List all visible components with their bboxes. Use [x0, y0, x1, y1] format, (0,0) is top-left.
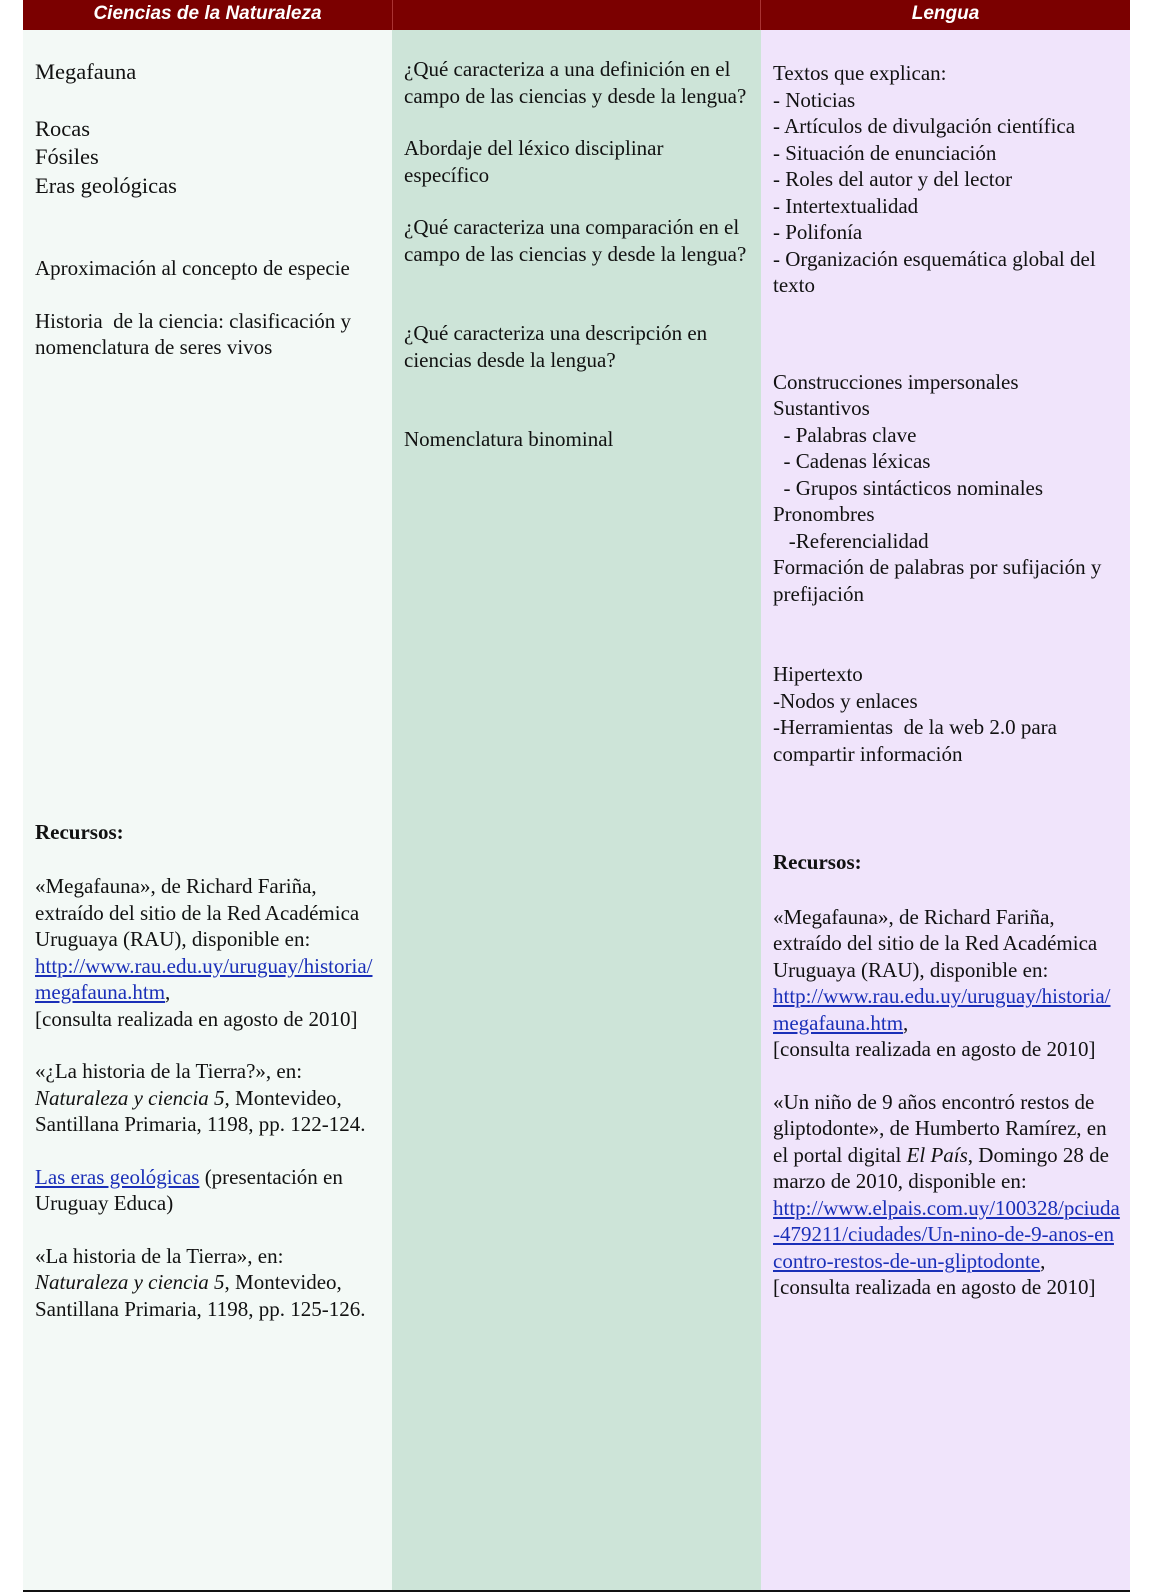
- textos-item: - Organización esquemática global del texto: [773, 246, 1096, 297]
- hiper-item: -Herramientas de la web 2.0 para compartir información: [773, 715, 1063, 766]
- gram-item: Pronombres: [773, 502, 875, 526]
- resource-text: Montevideo, Santillana Primaria, 1198, pp. 122-124.: [35, 1085, 366, 1136]
- topic-fosiles: Fósiles: [35, 144, 99, 169]
- resource-historia-tierra-2: [35, 1243, 382, 1323]
- recursos-title: Recursos:: [773, 850, 862, 874]
- punct: ,: [165, 980, 171, 1004]
- column-middle: [392, 30, 761, 1590]
- lexico-disciplinar: Abordaje del léxico disciplinar específico: [404, 136, 664, 187]
- gram-item: Formación de palabras por sufijación y prefijación: [773, 555, 1102, 606]
- hiper-item: -Nodos y enlaces: [773, 688, 918, 713]
- textos-item: - Artículos de divulgación científica: [773, 114, 1076, 138]
- header-lengua: Lengua: [911, 3, 980, 24]
- gram-item: - Cadenas léxicas: [773, 449, 931, 473]
- resource-text: «Megafauna», de Richard Fariña, extraído del sitio de la Red Académica Uruguaya (RAU), disponible en:: [35, 874, 360, 951]
- textos-item: - Polifonía: [773, 220, 863, 244]
- nomenclatura-binominal: Nomenclatura binominal: [404, 427, 614, 451]
- topic-eras: Eras geológicas: [35, 172, 177, 198]
- gram-item: Sustantivos: [773, 396, 870, 420]
- table-header: [23, 0, 1130, 30]
- resource-historia-tierra-1: [35, 1058, 382, 1138]
- question-comparacion: ¿Qué caracteriza una comparación en el campo de las ciencias y desde la lengua?: [404, 215, 747, 266]
- consulta-text: [consulta realizada en agosto de 2010]: [773, 1037, 1096, 1061]
- table-bottom-rule: [23, 1590, 1130, 1592]
- resource-gliptodonte: [773, 1089, 1122, 1301]
- textos-item: - Roles del autor y del lector: [773, 167, 1013, 191]
- resource-text: (presentación en Uruguay Educa): [35, 1164, 343, 1215]
- resource-text: «Megafauna», de Richard Fariña, extraído del sitio de la Red Académica Uruguaya (RAU), disponible en:: [773, 904, 1098, 982]
- topic-megafauna: Megafauna: [35, 59, 137, 84]
- resource-text: , Montevideo, Santillana Primaria, 1198, pp. 125-126.: [35, 1270, 366, 1321]
- document-page: [23, 0, 1130, 1592]
- gram-item: -Referencialidad: [773, 528, 929, 553]
- gram-item: - Palabras clave: [773, 422, 917, 447]
- question-descripcion: ¿Qué caracteriza una descripción en ciencias desde la lengua?: [404, 321, 708, 372]
- textos-title: Textos que explican:: [773, 61, 947, 85]
- rau-link[interactable]: http://www.rau.edu.uy/uruguay/historia/megafauna.htm: [35, 953, 373, 1004]
- textos-item: - Noticias: [773, 87, 856, 112]
- resource-megafauna: [35, 873, 382, 1032]
- consulta-text: [consulta realizada en agosto de 2010]: [773, 1275, 1096, 1299]
- eras-geologicas-link[interactable]: Las eras geológicas: [35, 1164, 200, 1189]
- textos-item: - Situación de enunciación: [773, 140, 997, 165]
- column-ciencias: [23, 30, 392, 1590]
- topic-rocas: Rocas: [35, 115, 90, 141]
- resource-text: «¿La historia de la Tierra?», en:: [35, 1059, 303, 1083]
- book-title: Naturaleza y ciencia 5,: [35, 1085, 230, 1110]
- consulta-text: [consulta realizada en agosto de 2010]: [35, 1006, 358, 1031]
- punct: ,: [903, 1010, 909, 1035]
- topic-historia: Historia de la ciencia: clasificación y nomenclatura de seres vivos: [35, 308, 357, 359]
- resource-text: , Domingo 28 de marzo de 2010, disponible en:: [773, 1142, 1109, 1193]
- gram-item: - Grupos sintácticos nominales: [773, 475, 1044, 500]
- column-lengua: [761, 30, 1130, 1590]
- resource-eras: [35, 1164, 382, 1217]
- rau-link[interactable]: http://www.rau.edu.uy/uruguay/historia/megafauna.htm: [773, 984, 1111, 1035]
- question-definicion: ¿Qué caracteriza a una definición en el campo de las ciencias y desde la lengua?: [404, 57, 747, 108]
- textos-item: - Intertextualidad: [773, 193, 919, 218]
- recursos-title: Recursos:: [35, 819, 124, 844]
- header-middle: [392, 0, 761, 30]
- resource-text: «Un niño de 9 años encontró restos de gliptodonte», de Humberto Ramírez, en el portal digital: [773, 1089, 1107, 1167]
- resource-text: «La historia de la Tierra», en:: [35, 1243, 284, 1268]
- punct: ,: [1040, 1248, 1046, 1273]
- header-ciencias: Ciencias de la Naturaleza: [93, 3, 322, 24]
- book-title: Naturaleza y ciencia 5: [35, 1270, 225, 1294]
- hiper-item: Hipertexto: [773, 662, 863, 686]
- topic-especie: Aproximación al concepto de especie: [35, 256, 350, 280]
- newspaper-title: El País: [906, 1142, 968, 1167]
- elpais-link[interactable]: http://www.elpais.com.uy/100328/pciuda-479211/ciudades/Un-nino-de-9-anos-encontro-restos-de-un-gliptodonte: [773, 1195, 1120, 1273]
- resource-megafauna: [773, 904, 1122, 1063]
- gram-item: Construcciones impersonales: [773, 369, 1019, 394]
